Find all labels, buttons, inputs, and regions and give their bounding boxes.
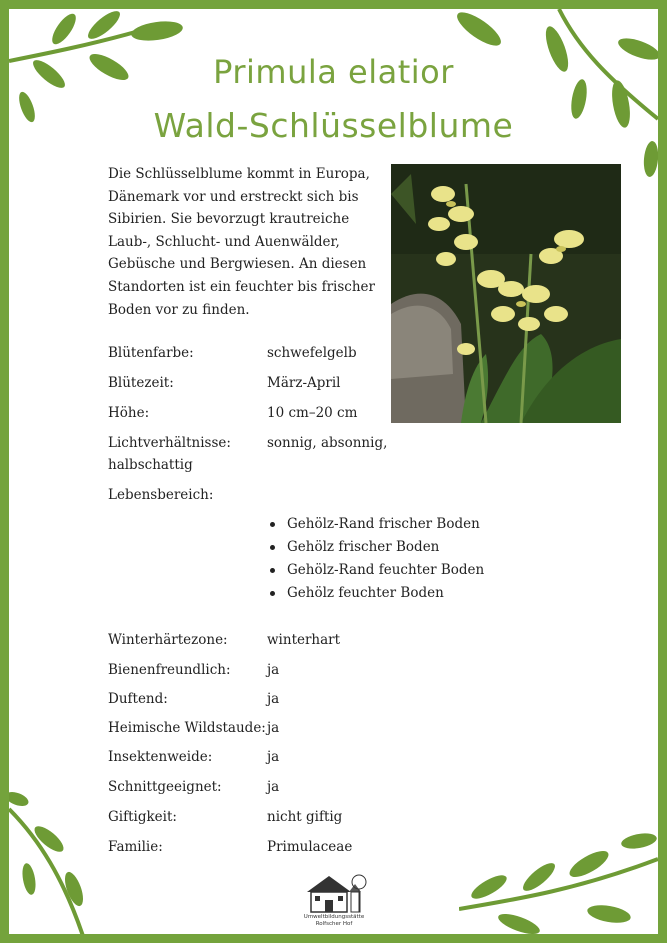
property-label: Insektenweide: [108,749,213,765]
property-value: ja [267,691,280,707]
intro-paragraph: Die Schlüsselblume kommt in Europa, Dänemark vor und erstreckt sich bis Sibirien. Sie bevorzugt krautreiche Laub-, Schlucht- und Auenwälder, Gebüsche und Bergwiesen. An diesen Standorten ist ein feuchter bis frischer Boden vor zu finden. [108,166,375,318]
property-label: Heimische Wildstaude: [108,720,266,736]
property-label: Blütezeit: [108,375,174,391]
property-label: Lebensbereich: [108,487,214,503]
list-item: Gehölz frischer Boden [267,536,484,559]
property-label: Bienenfreundlich: [108,662,231,678]
property-value: ja [267,720,280,736]
property-value: winterhart [267,632,341,648]
property-label: Blütenfarbe: [108,345,194,361]
page-title-common: Wald-Schlüsselblume [153,106,514,145]
list-item: Gehölz-Rand frischer Boden [267,513,484,536]
property-label: halbschattig [108,457,193,473]
habitat-list [267,513,484,605]
property-label: Giftigkeit: [108,809,177,825]
property-value: März-April [267,375,341,391]
property-label: Familie: [108,839,163,855]
property-value: Primulaceae [267,839,353,855]
bullet-icon [270,568,275,573]
property-label: Duftend: [108,691,168,707]
property-value: ja [267,779,280,795]
property-value: sonnig, absonnig, [267,435,388,451]
property-value: nicht giftig [267,809,343,825]
property-label: Winterhärtezone: [108,632,228,648]
leaf-decoration-bottom-right [459,829,658,934]
primrose-photo [391,164,621,423]
bullet-icon [270,522,275,527]
page-title-latin: Primula elatior [213,53,454,91]
bullet-icon [270,545,275,550]
bullet-icon [270,591,275,596]
logo-caption: Umweltbildungsstätte Rolfscher Hof [303,914,365,927]
property-label: Höhe: [108,405,150,421]
property-value: ja [267,662,280,678]
property-label: Schnittgeeignet: [108,779,222,795]
property-label: Lichtverhältnisse: [108,435,231,451]
list-item: Gehölz-Rand feuchter Boden [267,559,484,582]
leaf-decoration-bottom-left [9,779,109,939]
property-value: ja [267,749,280,765]
property-value: schwefelgelb [267,345,357,361]
list-item: Gehölz feuchter Boden [267,582,484,605]
property-value: 10 cm–20 cm [267,405,358,421]
